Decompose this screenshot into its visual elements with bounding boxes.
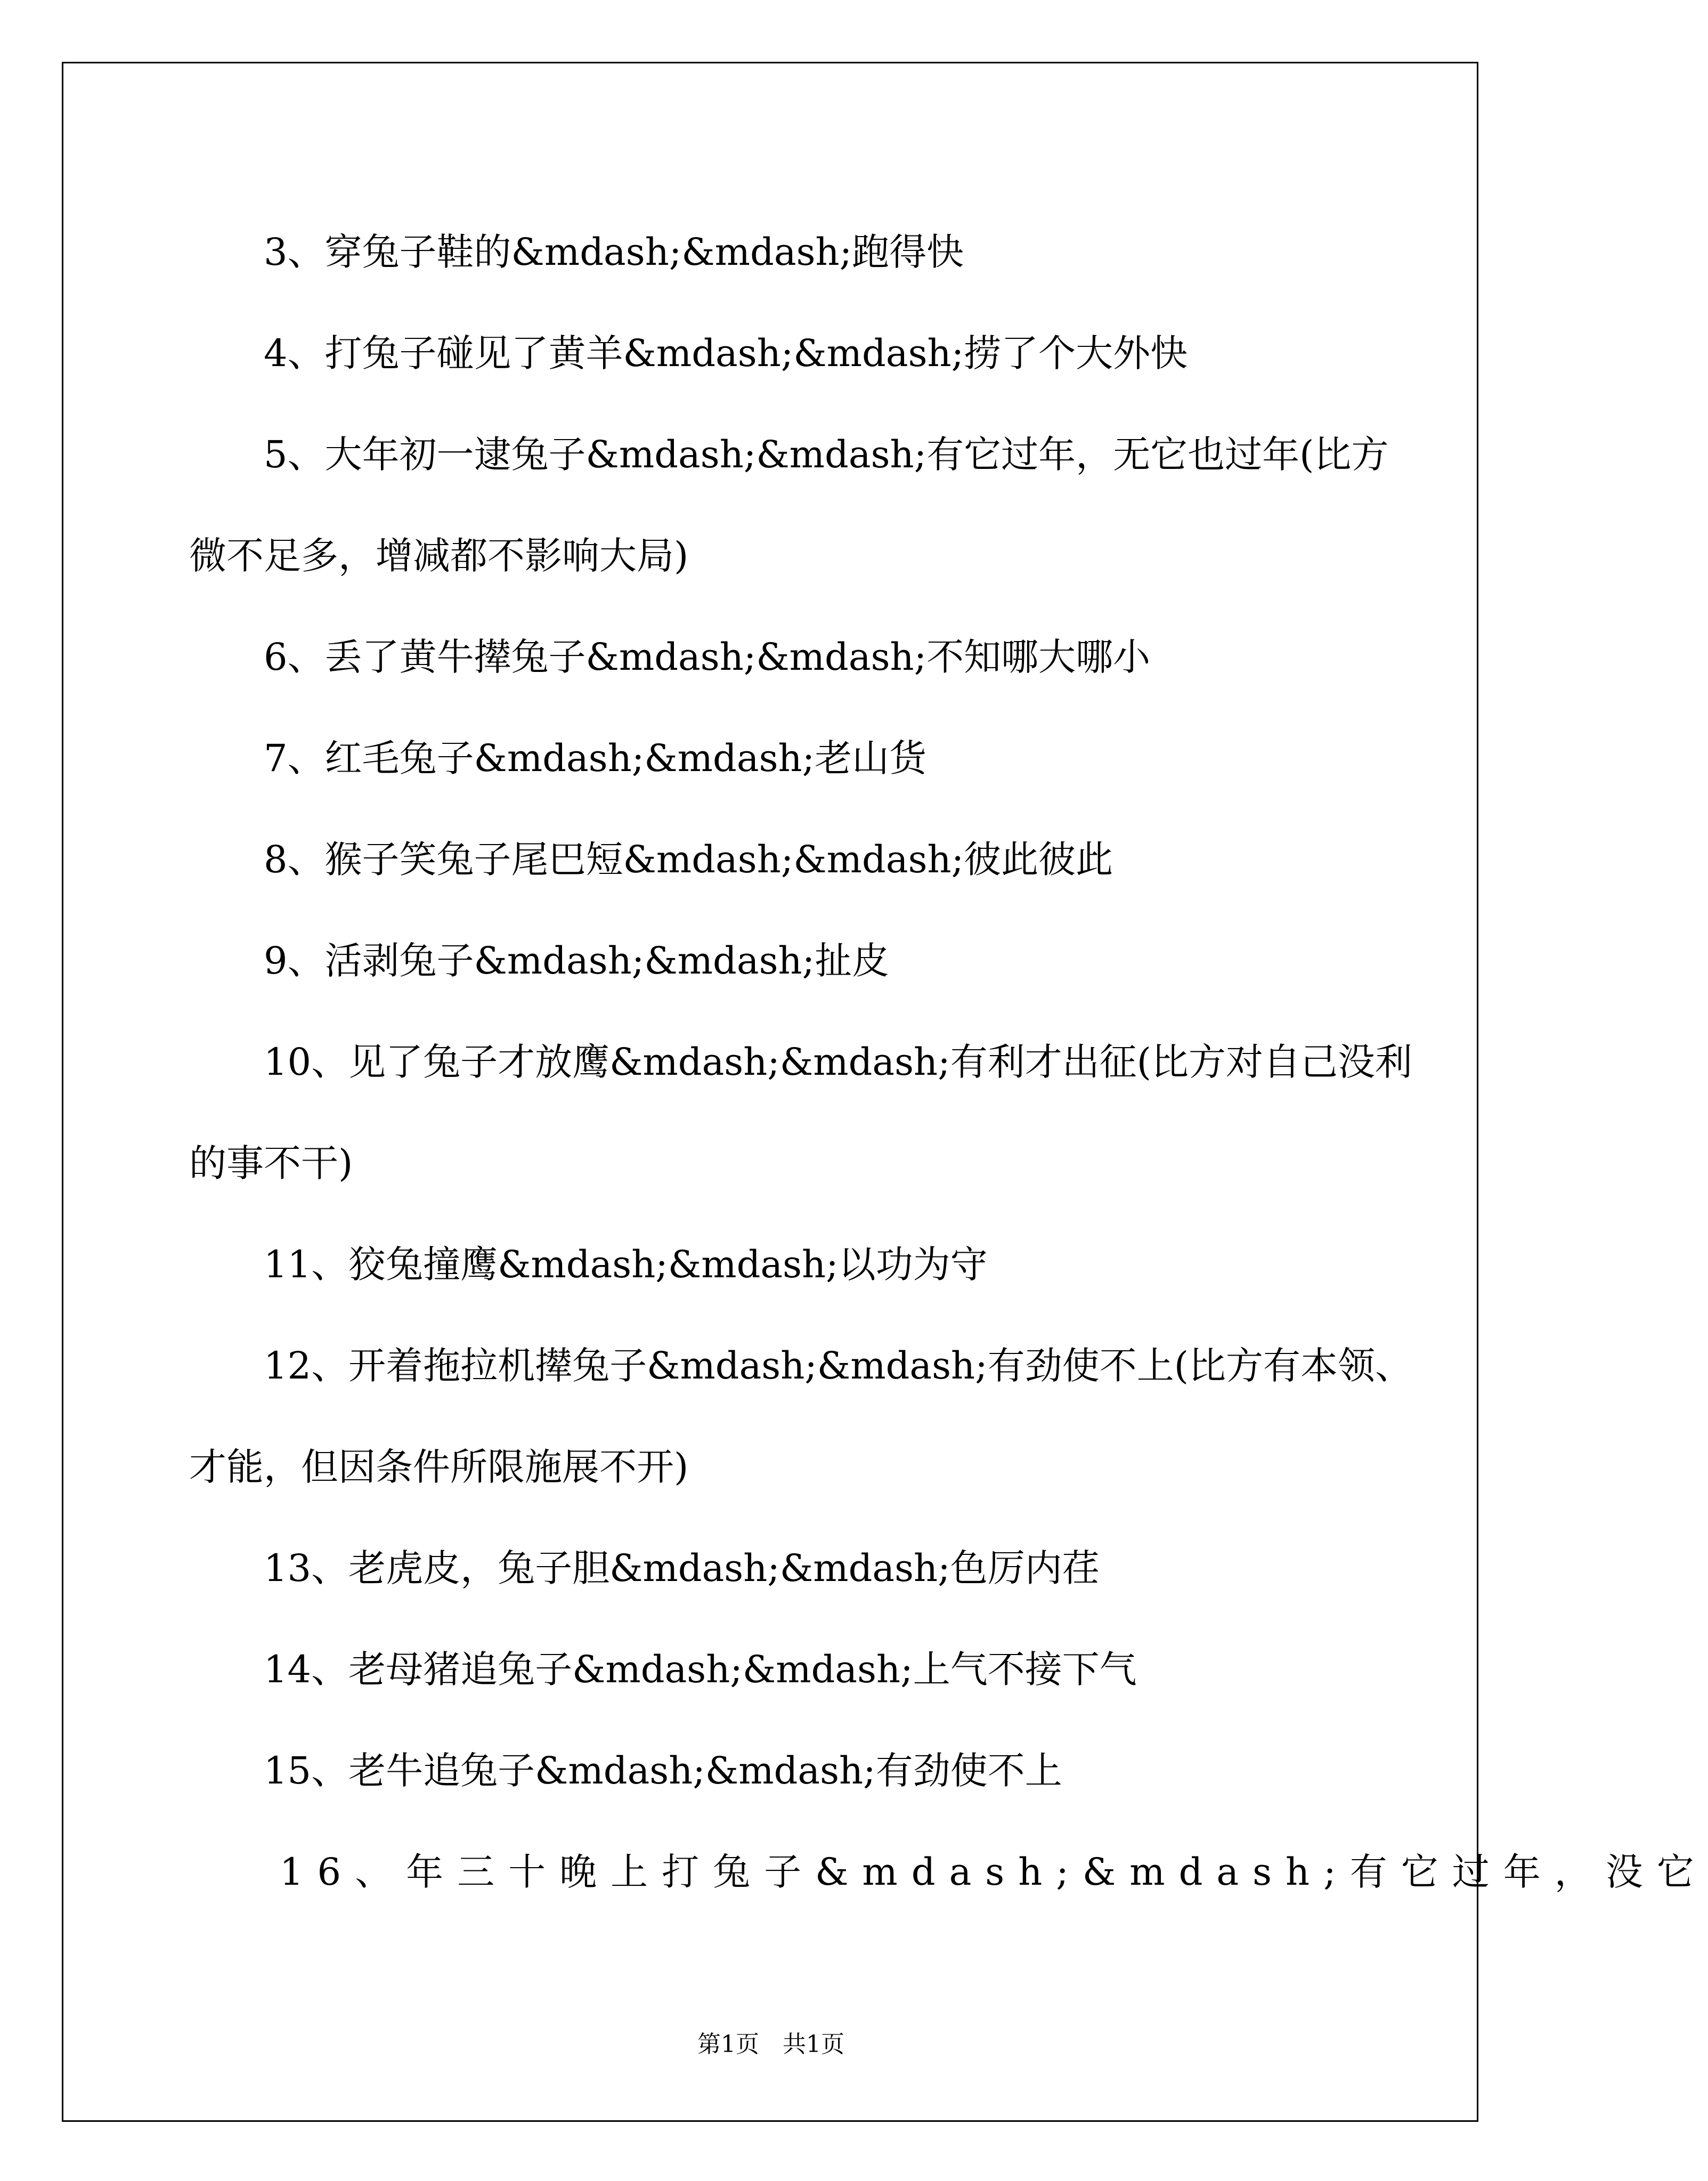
paragraph-line: 3、穿兔子鞋的&mdash;&mdash;跑得快 <box>264 230 964 274</box>
paragraph-line: 4、打兔子碰见了黄羊&mdash;&mdash;捞了个大外快 <box>264 331 1188 375</box>
paragraph-line: 9、活剥兔子&mdash;&mdash;扯皮 <box>264 939 890 983</box>
paragraph-line: 14、老母猪追兔子&mdash;&mdash;上气不接下气 <box>264 1648 1137 1691</box>
paragraph-line-continued: 的事不干) <box>189 1141 353 1185</box>
paragraph-9 <box>189 910 1361 1011</box>
page-footer <box>0 2025 1542 2059</box>
paragraph-15 <box>189 1720 1361 1821</box>
paragraph-10 <box>189 1011 1413 1214</box>
paragraph-7 <box>189 708 1361 809</box>
paragraph-4 <box>189 303 1361 404</box>
paragraph-line: 10、见了兔子才放鹰&mdash;&mdash;有利才出征(比方对自己没利 <box>264 1040 1413 1084</box>
paragraph-line: 8、猴子笑兔子尾巴短&mdash;&mdash;彼此彼此 <box>264 838 1113 881</box>
paragraph-16 <box>189 1821 1708 1923</box>
paragraph-11 <box>189 1214 1361 1315</box>
paragraph-line: 16、年三十晚上打兔子&mdash;&mdash;有它过年，没它 <box>280 1850 1708 1894</box>
paragraph-8 <box>189 809 1361 910</box>
paragraph-line-continued: 微不足多，增减都不影响大局) <box>189 534 689 578</box>
paragraph-14 <box>189 1619 1361 1720</box>
paragraph-3 <box>189 201 1361 303</box>
paragraph-line-continued: 才能，但因条件所限施展不开) <box>189 1445 689 1489</box>
paragraph-12 <box>189 1315 1413 1518</box>
paragraph-line: 11、狡兔撞鹰&mdash;&mdash;以功为守 <box>264 1243 988 1286</box>
paragraph-line: 12、开着拖拉机撵兔子&mdash;&mdash;有劲使不上(比方有本领、 <box>264 1344 1413 1388</box>
paragraph-5 <box>189 404 1389 606</box>
paragraph-6 <box>189 606 1361 708</box>
paragraph-line: 13、老虎皮，兔子胆&mdash;&mdash;色厉内荏 <box>264 1546 1100 1590</box>
paragraph-line: 7、红毛兔子&mdash;&mdash;老山货 <box>264 736 927 780</box>
paragraph-line: 6、丢了黄牛撵兔子&mdash;&mdash;不知哪大哪小 <box>264 635 1151 679</box>
page-number-label: 第1页 共1页 <box>697 2031 844 2058</box>
paragraph-line: 5、大年初一逮兔子&mdash;&mdash;有它过年，无它也过年(比方 <box>264 433 1389 476</box>
paragraph-line: 15、老牛追兔子&mdash;&mdash;有劲使不上 <box>264 1749 1062 1793</box>
paragraph-13 <box>189 1518 1361 1619</box>
document-body <box>189 201 1708 1923</box>
